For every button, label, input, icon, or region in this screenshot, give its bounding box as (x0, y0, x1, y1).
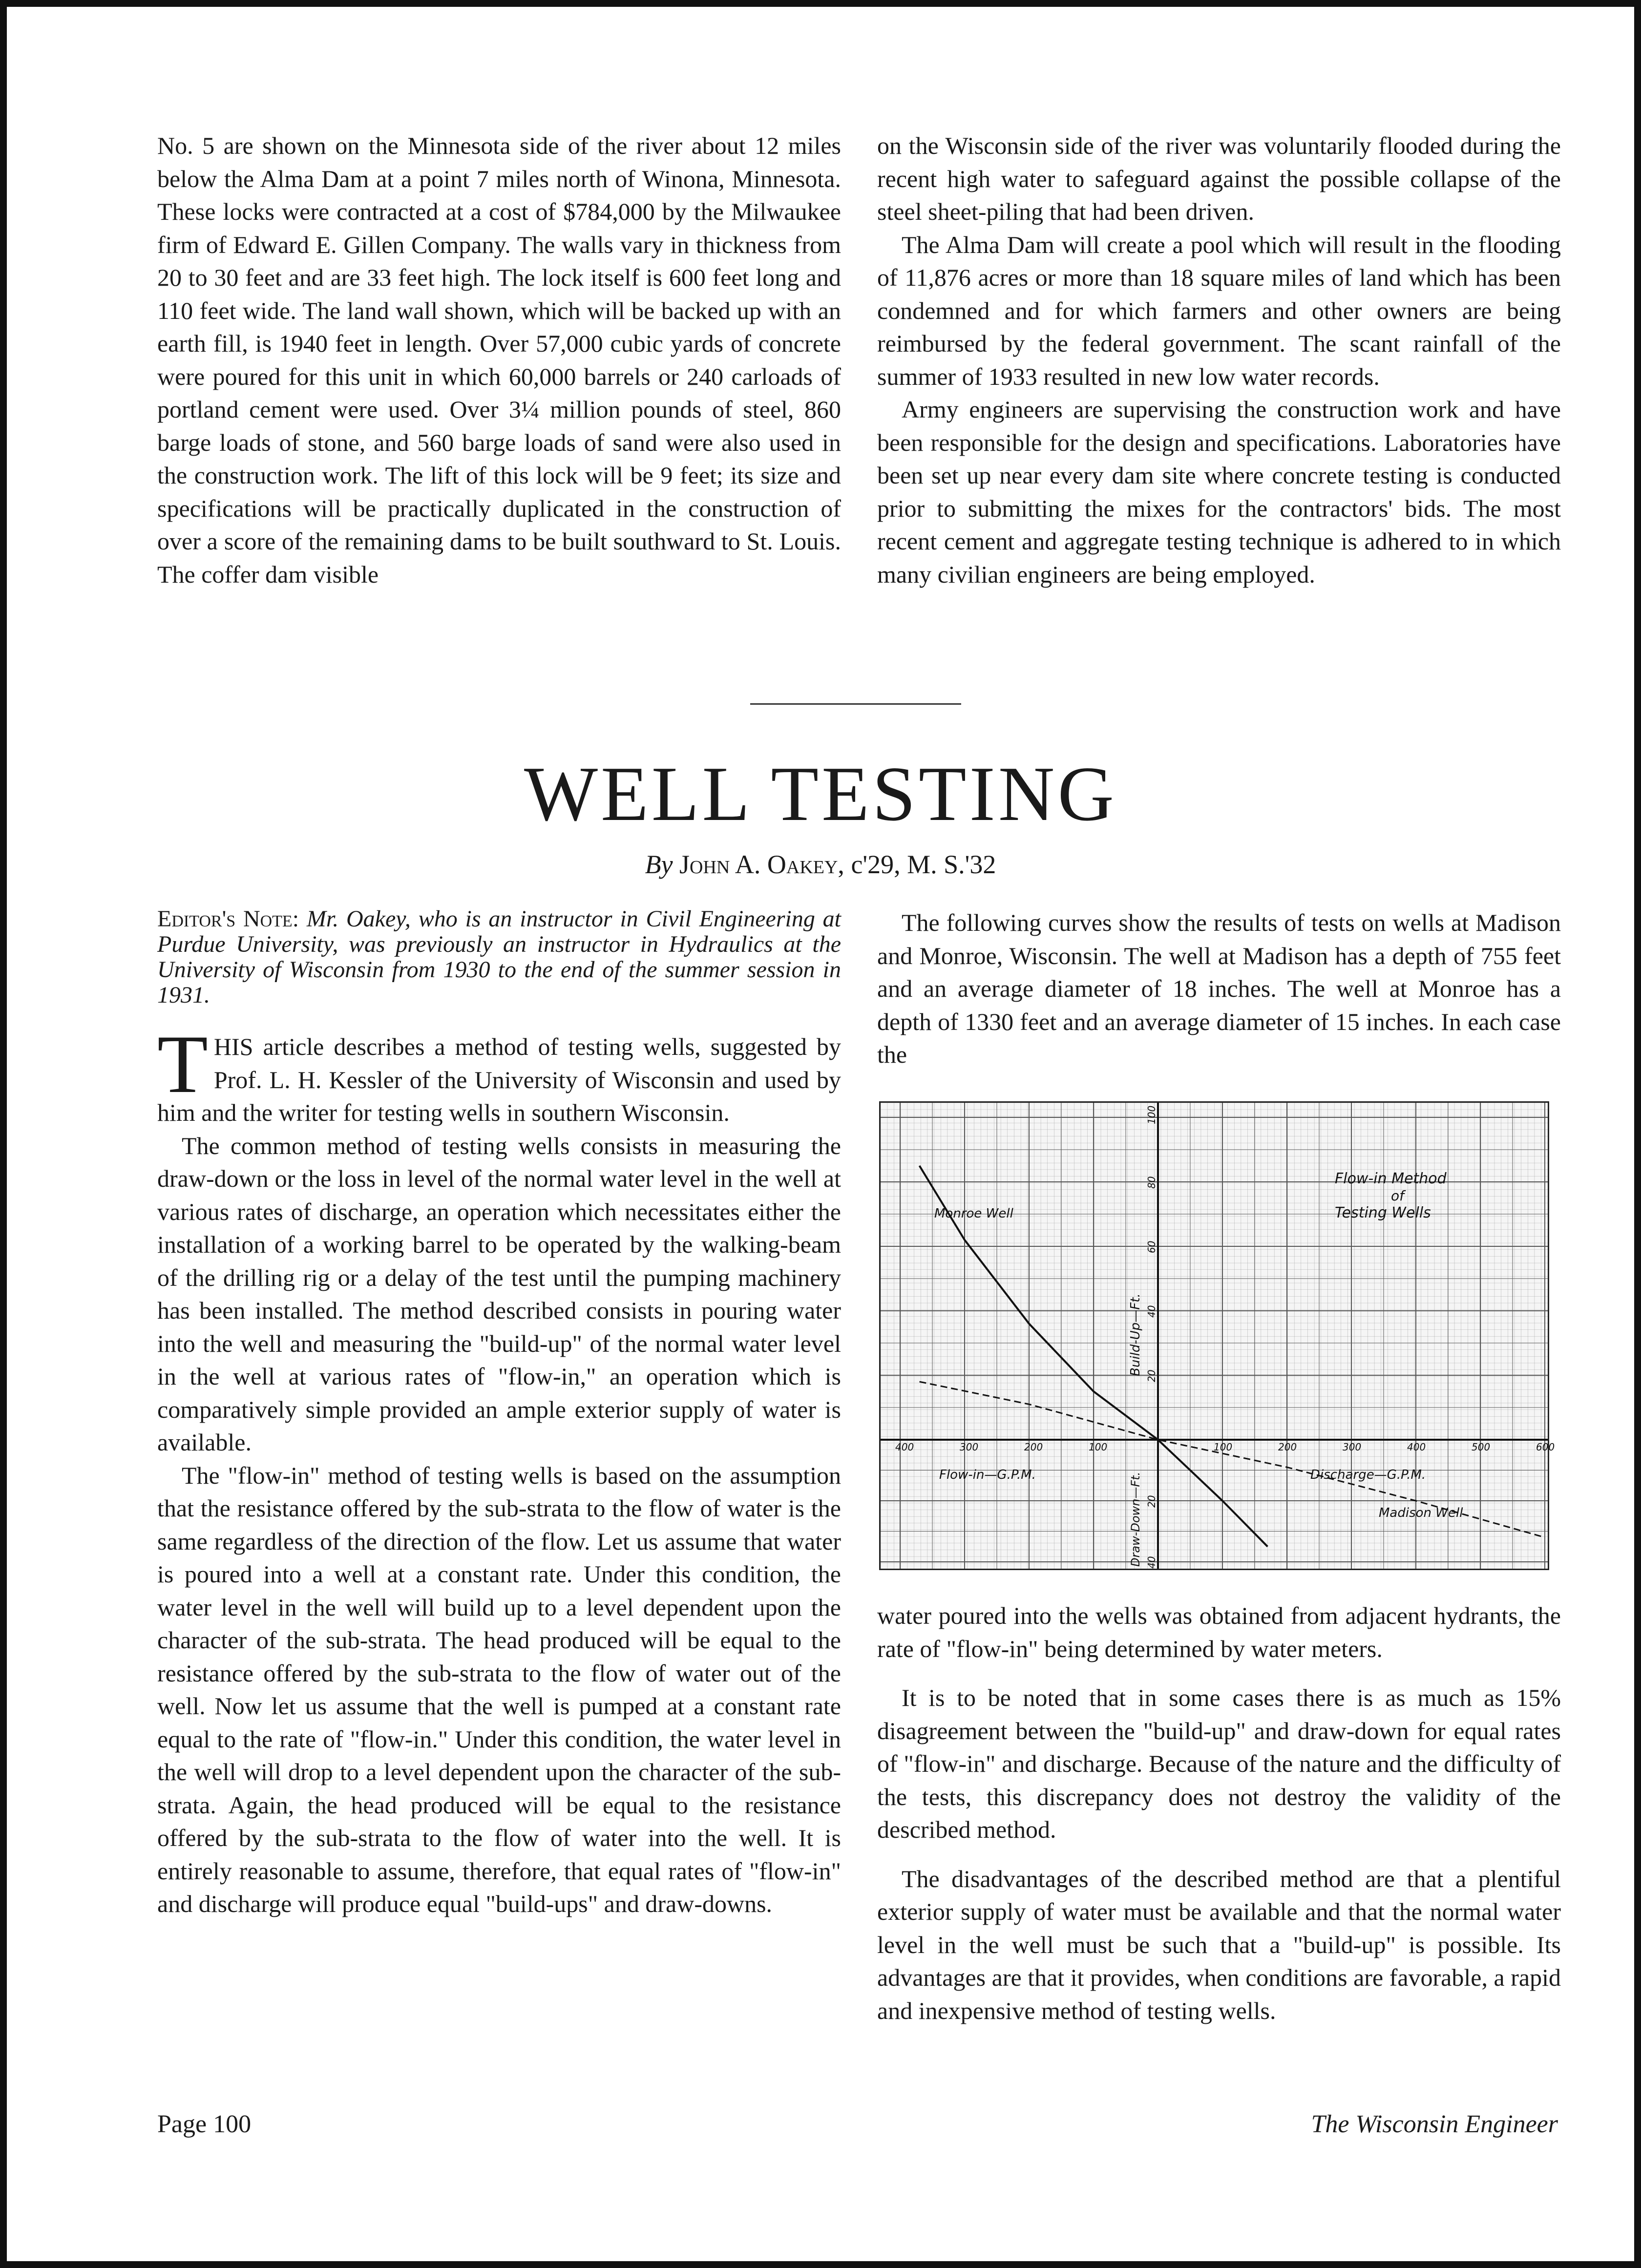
article-paragraph-2: The common method of testing wells consists in measuring the draw-down or the loss in level of the normal water level in the well at various rates of discharge, an operation which necessitates either the installation of a working barrel to be operated by the walking-beam of the drilling rig or a delay of the test until the pumping machinery has been installed. The method described consists in pouring water into the well and measuring the "build-up" of the normal water level in the well at various rates of "flow-in," an operation which is comparatively simple provided an ample exterior supply of water is available. (157, 1132, 841, 1456)
byline (0, 847, 1641, 882)
y-tick-label: 40 (1146, 1556, 1157, 1569)
top-right-paragraph-3: Army engineers are supervising the construction work and have been responsible for the design and specifications. Laboratories have been set up near every dam site where concrete testing is conducted prior to submitting the mixes for the contractors' bids. The most recent cement and aggregate testing technique is adhered to in which many civilian engineers are being employed. (877, 396, 1561, 588)
top-left-paragraph: No. 5 are shown on the Minnesota side of the river about 12 miles below the Alma Dam at a point 7 miles north of Winona, Minnesota. These locks were contracted at a cost of $784,000 by the Milwaukee firm of Edward E. Gillen Company. The walls vary in thickness from 20 to 30 feet and are 33 feet high. The lock itself is 600 feet long and 110 feet wide. The land wall shown, which will be backed up with an earth fill, is 1940 feet in length. Over 57,000 cubic yards of concrete were poured for this unit in which 60,000 barrels or 240 carloads of portland cement were used. Over 3¼ million pounds of steel, 860 barge loads of stone, and 560 barge loads of sand were also used in the construction work. The lift of this lock will be 9 feet; its size and specifications will be practically duplicated in the construction of over a score of the remaining dams to be built southward to St. Louis. The coffer dam visible (157, 132, 841, 588)
x-tick-label: 300 (1343, 1441, 1362, 1453)
x-tick-label: 600 (1536, 1441, 1555, 1453)
article-left-column (157, 1018, 841, 1921)
right-paragraph-2: It is to be noted that in some cases there is as much as 15% disagreement between the "build-up" and draw-down for equal rates of "flow-in" and discharge. Because of the nature and the difficulty of the tests, this discrepancy does not destroy the validity of the described method. (877, 1684, 1561, 1843)
y-tick-label: 60 (1146, 1240, 1157, 1253)
article-first-paragraph (157, 1018, 841, 1130)
editors-note (157, 906, 841, 1008)
monroe-well-label: Monroe Well (934, 1206, 1013, 1221)
page-number: Page 100 (157, 2110, 252, 2138)
x-tick-label: 200 (1278, 1441, 1297, 1453)
x-tick-label: 200 (1024, 1441, 1043, 1453)
x-tick-label: 500 (1472, 1441, 1491, 1453)
top-right-paragraph-2: The Alma Dam will create a pool which will result in the flooding of 11,876 acres or more than 18 square miles of land which has been condemned and for which farmers and other owners are being reimbursed by the federal government. The scant rainfall of the summer of 1933 resulted in new low water records. (877, 231, 1561, 390)
article-right-lower (877, 1599, 1561, 2043)
byline-by: By (645, 850, 673, 879)
drop-cap: T (157, 1018, 208, 1110)
right-intro-paragraph: The following curves show the results of tests on wells at Madison and Monroe, Wisconsin. The well at Madison has a depth of 755 feet and an average diameter of 18 inches. The well at Monroe has a depth of 1330 feet and an average diameter of 15 inches. In each case the (877, 909, 1561, 1068)
y-tick-label: 100 (1146, 1105, 1157, 1124)
madison-well-label: Madison Well (1379, 1506, 1463, 1520)
byline-author: John A. Oakey, (679, 850, 844, 879)
editors-note-text: Mr. Oakey, who is an instructor in Civil Engineering at Purdue University, was previously an instructor in Hydraulics at the University of Wisconsin from 1930 to the end of the summer session in 1931. (157, 906, 842, 1008)
editors-note-label: Editor's Note: (157, 906, 299, 932)
y-tick-label: 40 (1146, 1305, 1157, 1318)
byline-degrees: c'29, M. S.'32 (851, 850, 996, 879)
top-right-column (877, 129, 1561, 591)
x-tick-label: 100 (1089, 1441, 1108, 1453)
chart-title-line-1: Flow-in Method (1335, 1170, 1447, 1187)
y-tick-label: 20 (1146, 1495, 1157, 1508)
right-continuation-paragraph: water poured into the wells was obtained from adjacent hydrants, the rate of "flow-in" being determined by water meters. (877, 1602, 1561, 1662)
x-tick-label: 300 (960, 1441, 979, 1453)
top-right-paragraph-1: on the Wisconsin side of the river was voluntarily flooded during the recent high water to safeguard against the possible collapse of the steel sheet-piling that had been driven. (877, 132, 1561, 225)
x-tick-label: 100 (1214, 1441, 1233, 1453)
y-tick-label: 20 (1146, 1369, 1157, 1382)
chart-title-line-2: of (1391, 1188, 1404, 1204)
chart-title-line-3: Testing Wells (1335, 1204, 1431, 1221)
x-tick-label: 400 (1407, 1441, 1426, 1453)
y-axis-down-label: Draw-Down—Ft. (1129, 1471, 1142, 1567)
journal-name: The Wisconsin Engineer (1311, 2110, 1558, 2138)
chart-figure (879, 1101, 1555, 1570)
section-divider (750, 703, 961, 705)
top-left-column (157, 129, 841, 591)
x-axis-left-label: Flow-in—G.P.M. (939, 1468, 1036, 1482)
x-tick-label: 400 (895, 1441, 914, 1453)
article-paragraph-3: The "flow-in" method of testing wells is based on the assumption that the resistance offered by the sub-strata to the flow of water is the same regardless of the direction of the flow. Let us assume that water is poured into a well at a constant rate. Under this condition, the water level in the well will build up to a level dependent upon the character of the sub-strata. The head produced will be equal to the resistance offered by the sub-strata to the flow of water out of the well. Now let us assume that the well is pumped at a constant rate equal to the rate of "flow-in." Under this condition, the water level in the well will drop to a level dependent upon the character of the sub-strata. Again, the head produced will be equal to the resistance offered by the sub-strata to the flow of water into the well. It is entirely reasonable to assume, therefore, that equal rates of "flow-in" and discharge will produce equal "build-ups" and draw-downs. (157, 1461, 841, 1917)
flow-in-chart (881, 1103, 1555, 1569)
y-axis-up-label: Build-Up—Ft. (1128, 1293, 1143, 1376)
article-title: WELL TESTING (524, 750, 1117, 837)
first-paragraph-text: HIS article describes a method of testing wells, suggested by Prof. L. H. Kessler of the University of Wisconsin and used by him and the writer for testing wells in southern Wisconsin. (157, 1033, 841, 1126)
article-right-intro (877, 906, 1561, 1071)
right-paragraph-3: The disadvantages of the described method are that a plentiful exterior supply of water must be available and that the normal water level in the well must be such that a "build-up" is possible. Its advantages are that it provides, when conditions are favorable, a rapid and inexpensive method of testing wells. (877, 1865, 1561, 2024)
y-tick-label: 80 (1146, 1176, 1157, 1189)
x-axis-right-label: Discharge—G.P.M. (1310, 1468, 1426, 1482)
